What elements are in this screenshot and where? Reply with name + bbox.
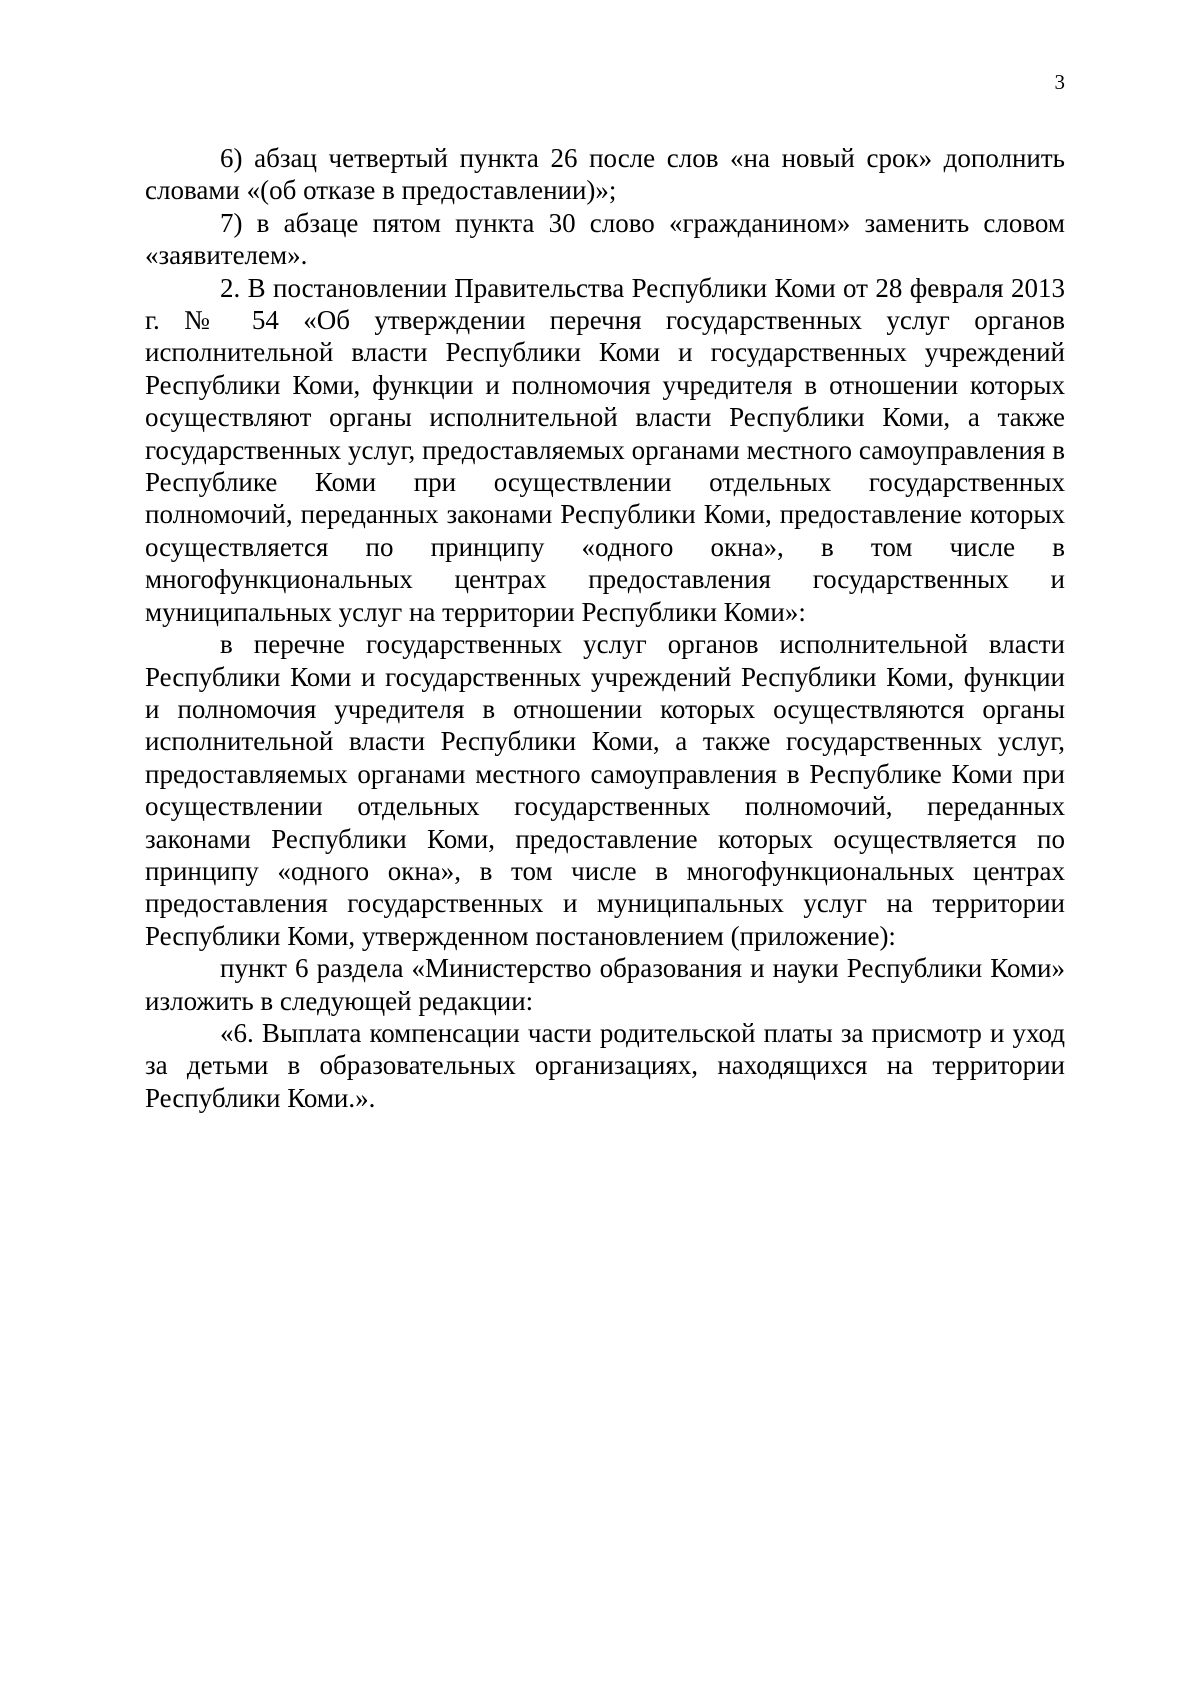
paragraph-section-2: 2. В постановлении Правительства Республики Коми от 28 февраля 2013 г. № 54 «Об утверждении перечня государственных услуг органов исполнительной власти Республики Коми и государственных учреждений Республики Коми, функции и полномочия учредителя в отношении которых осуществляют органы исполнительной власти Республики Коми, а также государственных услуг, предоставляемых органами местного самоуправления в Республике Коми при осуществлении отдельных государственных полномочий, переданных законами Республики Коми, предоставление которых осуществляется по принципу «одного окна», в том числе в многофункциональных центрах предоставления государственных и муниципальных услуг на территории Республики Коми»: <box>145 272 1065 627</box>
paragraph-point-6-instruction: пункт 6 раздела «Министерство образования и науки Республики Коми» изложить в следующей редакции: <box>145 953 1065 1016</box>
page-number: 3 <box>1054 70 1065 94</box>
paragraph-item-7: 7) в абзаце пятом пункта 30 слово «гражданином» заменить словом «заявителем». <box>145 207 1065 271</box>
paragraph-item-6: 6) абзац четвертый пункта 26 после слов «на новый срок» дополнить словами «(об отказе в предоставлении)»; <box>145 143 1065 206</box>
paragraph-point-6-new-text: «6. Выплата компенсации части родительской платы за присмотр и уход за детьми в образовательных организациях, находящихся на территории Республики Коми.». <box>145 1017 1065 1113</box>
document-body <box>145 142 1065 1114</box>
paragraph-list-amendment: в перечне государственных услуг органов исполнительной власти Республики Коми и государственных учреждений Республики Коми, функции и полномочия учредителя в отношении которых осуществляются органы исполнительной власти Республики Коми, а также государственных услуг, предоставляемых органами местного самоуправления в Республике Коми при осуществлении отдельных государственных полномочий, переданных законами Республики Коми, предоставление которых осуществляется по принципу «одного окна», в том числе в многофункциональных центрах предоставления государственных и муниципальных услуг на территории Республики Коми, утвержденном постановлением (приложение): <box>145 629 1065 951</box>
